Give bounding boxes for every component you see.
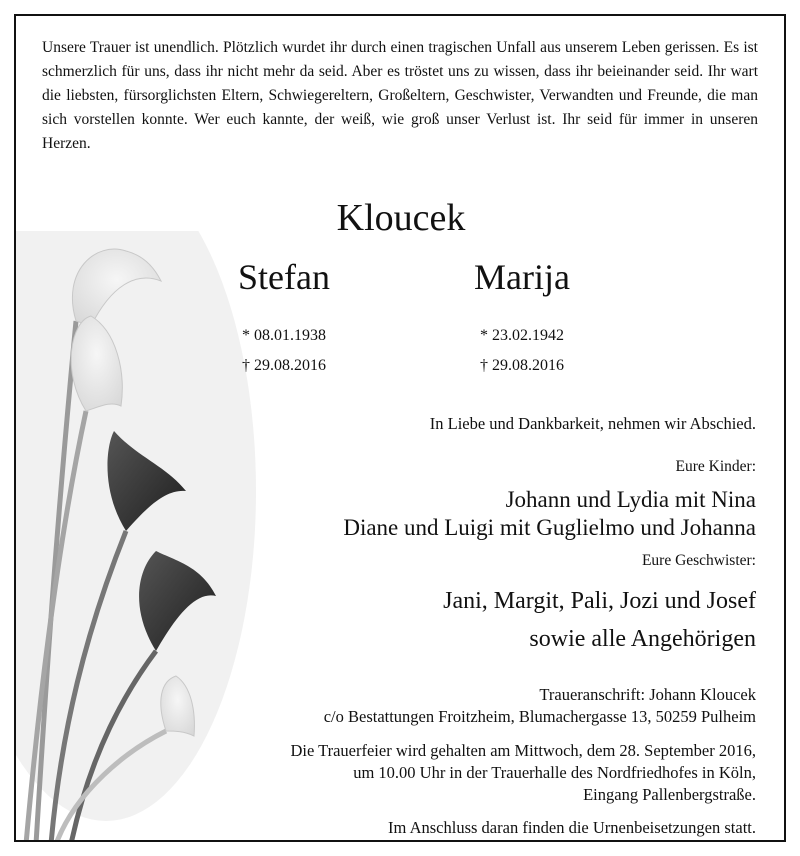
children-label: Eure Kinder: — [675, 458, 756, 475]
siblings-names — [443, 582, 756, 658]
ceremony-line: um 10.00 Uhr in der Trauerhalle des Nordfriedhofes in Köln, — [353, 763, 756, 782]
death-date: † 29.08.2016 — [480, 357, 564, 374]
dates-marija — [422, 321, 622, 381]
dates-stefan — [184, 321, 384, 381]
children-names — [343, 486, 756, 542]
mourning-address — [324, 684, 756, 728]
siblings-label: Eure Geschwister: — [641, 552, 756, 569]
address-line: Traueranschrift: Johann Kloucek — [539, 685, 756, 704]
farewell-line: In Liebe und Dankbarkeit, nehmen wir Abschied. — [429, 414, 756, 433]
birth-date: * 23.02.1942 — [480, 327, 564, 344]
obituary-frame — [14, 14, 786, 842]
ceremony-info — [290, 740, 756, 806]
address-line: c/o Bestattungen Froitzheim, Blumachergasse 13, 50259 Pulheim — [323, 707, 756, 726]
child-line: Johann und Lydia mit Nina — [505, 487, 756, 512]
urn-burial-note: Im Anschluss daran finden die Urnenbeisetzungen statt. — [388, 818, 756, 837]
sibling-line: Jani, Margit, Pali, Jozi und Josef — [443, 588, 756, 614]
intro-text: Unsere Trauer ist unendlich. Plötzlich wurdet ihr durch einen tragischen Unfall aus unserem Leben gerissen. Es ist schmerzlich für uns, dass ihr nicht mehr da seid. Aber es tröstet uns zu wissen, dass ihr beieinander seid. Ihr wart die liebsten, fürsorglichsten Eltern, Schwiegereltern, Großeltern, Geschwister, Verwandten und Freunde, die man sich vorstellen konnte. Wer euch kannte, der weiß, wie groß unser Verlust ist. Ihr seid für immer in unseren Herzen. — [42, 39, 758, 152]
ceremony-line: Eingang Pallenbergstraße. — [583, 785, 756, 804]
birth-date: * 08.01.1938 — [242, 327, 326, 344]
surname: Kloucek — [336, 197, 466, 239]
child-line: Diane und Luigi mit Guglielmo und Johanna — [343, 515, 756, 540]
relatives-line: sowie alle Angehörigen — [529, 626, 756, 652]
ceremony-line: Die Trauerfeier wird gehalten am Mittwoch, dem 28. September 2016, — [290, 741, 756, 760]
death-date: † 29.08.2016 — [242, 357, 326, 374]
first-name-marija: Marija — [474, 257, 570, 297]
first-name-stefan: Stefan — [238, 257, 330, 297]
